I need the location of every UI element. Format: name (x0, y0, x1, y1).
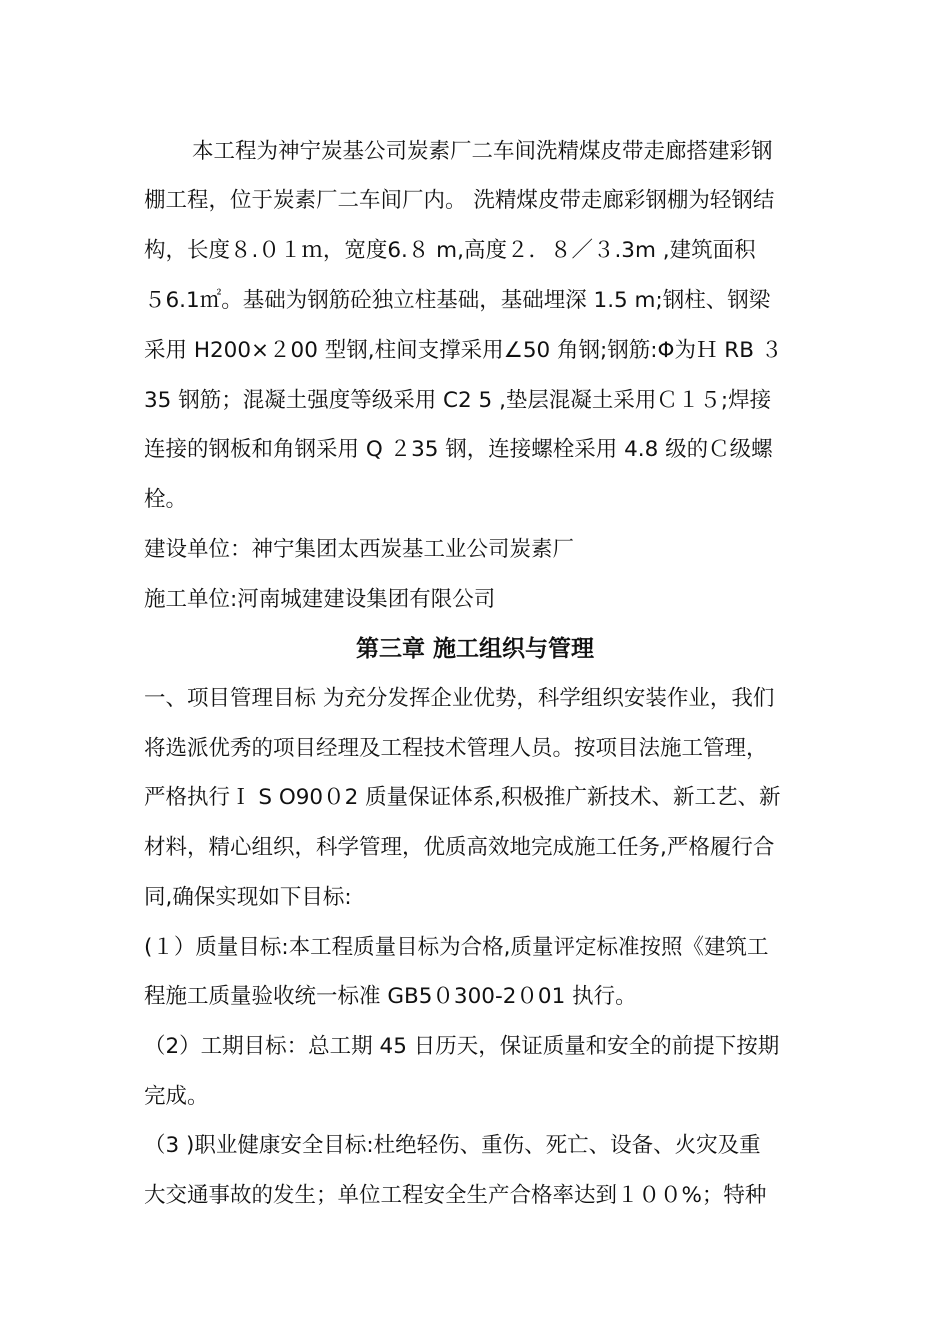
builder-line: 建设单位：神宁集团太西炭基工业公司炭素厂 (144, 537, 575, 562)
chapter-title: 第三章 施工组织与管理 (355, 636, 594, 662)
section-line-5: 同,确保实现如下目标: (144, 885, 352, 910)
intro-line-2: 棚工程，位于炭素厂二车间厂内。 洗精煤皮带走廊彩钢棚为轻钢结 (144, 188, 775, 213)
contractor-line: 施工单位:河南城建建设集团有限公司 (144, 587, 496, 612)
section-line-3: 严格执行Ｉ S O90０2 质量保证体系,积极推广新技术、新工艺、新 (144, 785, 781, 810)
intro-line-1: 本工程为神宁炭基公司炭素厂二车间洗精煤皮带走廊搭建彩钢 (192, 139, 773, 164)
intro-line-3: 构，长度８.０１ｍ，宽度6.８ m,高度２．８／３.3m ,建筑面积 (144, 238, 756, 263)
section-line-1: 一、项目管理目标 为充分发挥企业优势，科学组织安装作业，我们 (144, 686, 775, 711)
intro-line-7: 连接的钢板和角钢采用 Q ２35 钢，连接螺栓采用 4.8 级的Ｃ级螺 (144, 437, 773, 462)
goal1-line-2: 程施工质量验收统一标准 GB5０300-2０01 执行。 (144, 984, 637, 1009)
intro-line-8: 栓。 (144, 487, 188, 512)
intro-line-6: 35 钢筋；混凝土强度等级采用 C2 5 ,垫层混凝土采用Ｃ１５;焊接 (144, 388, 772, 413)
goal2-line-1: （2）工期目标：总工期 45 日历天，保证质量和安全的前提下按期 (144, 1034, 780, 1059)
goal3-line-1: （3 )职业健康安全目标:杜绝轻伤、重伤、死亡、设备、火灾及重 (144, 1133, 761, 1158)
goal2-line-2: 完成。 (144, 1084, 209, 1109)
intro-line-5: 采用 H200×２00 型钢,柱间支撑采用∠50 角钢;钢筋:Φ为Ｈ RB ３ (144, 338, 783, 363)
goal3-line-2: 大交通事故的发生；单位工程安全生产合格率达到１００%；特种 (144, 1183, 767, 1208)
section-line-4: 材料，精心组织，科学管理，优质高效地完成施工任务,严格履行合 (144, 835, 775, 860)
goal1-line-1: (１）质量目标:本工程质量目标为合格,质量评定标准按照《建筑工 (144, 935, 769, 960)
intro-line-4: ５6.1㎡。基础为钢筋砼独立柱基础，基础埋深 1.5 m;钢柱、钢梁 (144, 288, 771, 313)
section-line-2: 将选派优秀的项目经理及工程技术管理人员。按项目法施工管理， (144, 736, 768, 761)
